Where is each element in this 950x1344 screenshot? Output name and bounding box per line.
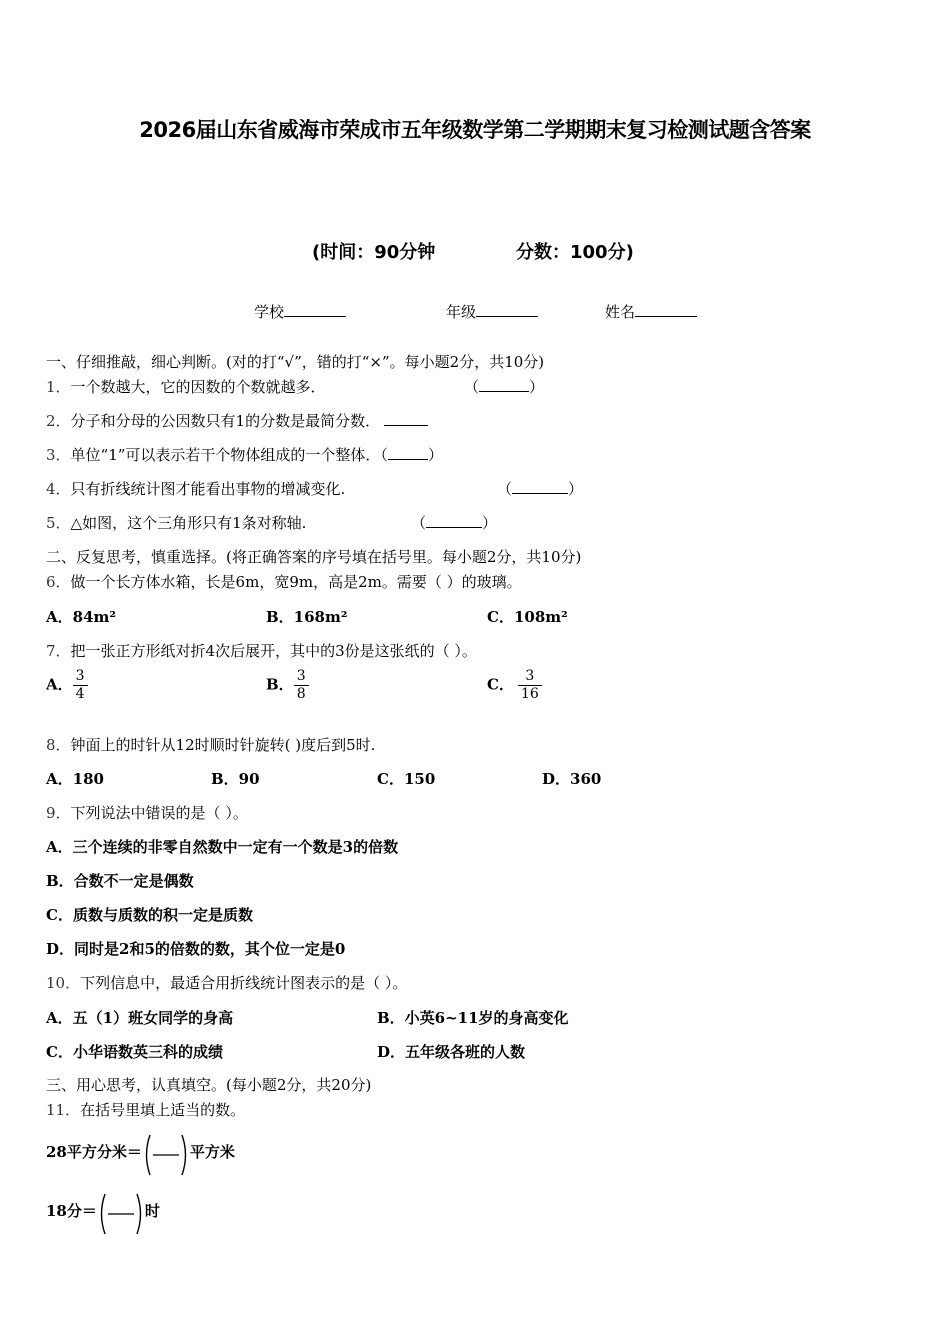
question-4: [46, 478, 345, 499]
question-8: [46, 734, 375, 755]
line-suffix: 平方米: [189, 1143, 235, 1161]
section-3-heading: 三、用心思考，认真填空。(每小题2分，共20分): [46, 1076, 372, 1094]
close-paren: ）: [529, 378, 545, 396]
score-label: 分数：100分): [516, 242, 634, 263]
grade-label: 年级: [446, 303, 477, 321]
denominator: 4: [75, 686, 85, 702]
question-text: 只有折线统计图才能看出事物的增减变化.: [70, 480, 346, 498]
fraction: [518, 668, 542, 703]
q11-line-2: [46, 1189, 160, 1233]
question-text: 单位“1”可以表示若干个物体组成的一个整体．（: [70, 446, 388, 464]
line-suffix: 时: [144, 1202, 160, 1220]
question-text: 下列说法中错误的是（ ）。: [70, 804, 248, 822]
question-number: 7．: [46, 642, 71, 660]
question-2: [46, 410, 428, 431]
question-1: [46, 376, 326, 397]
question-number: 10．: [46, 974, 81, 992]
section-2-heading: 二、反复思考，慎重选择。(将正确答案的序号填在括号里。每小题2分，共10分): [46, 548, 582, 566]
q6-option-b[interactable]: B．168m²: [266, 608, 348, 626]
question-number: 6．: [46, 573, 71, 591]
open-paren: （: [464, 378, 480, 396]
close-paren: ）: [427, 446, 443, 464]
numerator: 3: [294, 668, 309, 686]
question-11: [46, 1099, 245, 1120]
paren-fraction-icon: [142, 1133, 190, 1177]
fraction: [294, 668, 309, 703]
grade-field[interactable]: [446, 301, 538, 322]
fraction: [73, 668, 88, 703]
answer-blank[interactable]: [512, 480, 568, 494]
fraction-answer-box[interactable]: [142, 1133, 190, 1173]
question-text: 下列信息中，最适合用折线统计图表示的是（ ）。: [80, 974, 408, 992]
q11-line-1: [46, 1130, 235, 1174]
question-text: 把一张正方形纸对折4次后展开，其中的3份是这张纸的（ ）。: [70, 642, 477, 660]
school-label: 学校: [254, 303, 285, 321]
question-number: 9．: [46, 804, 71, 822]
school-field[interactable]: [254, 301, 346, 322]
question-text: 钟面上的时针从12时顺时针旋转( )度后到5时.: [70, 736, 376, 754]
grade-blank[interactable]: [476, 302, 538, 317]
question-5: [46, 512, 306, 533]
option-label: B．: [266, 675, 294, 694]
q9-option-c[interactable]: C．质数与质数的积一定是质数: [46, 906, 253, 924]
q10-option-d[interactable]: D．五年级各班的人数: [377, 1043, 526, 1061]
paren-fraction-icon: [97, 1192, 145, 1236]
q6-option-a[interactable]: A．84m²: [46, 608, 116, 626]
question-text: 一个数越大，它的因数的个数就越多．: [70, 378, 326, 396]
q10-option-b[interactable]: B．小英6~11岁的身高变化: [377, 1009, 569, 1027]
q4-answer[interactable]: [497, 478, 583, 499]
answer-blank[interactable]: [479, 378, 529, 392]
question-3: [46, 444, 443, 465]
question-7: [46, 640, 477, 661]
q7-option-b[interactable]: [266, 668, 309, 703]
time-label: (时间：90分钟: [312, 242, 436, 263]
answer-blank[interactable]: [426, 514, 482, 528]
q8-option-d[interactable]: D．360: [542, 770, 602, 788]
q8-option-b[interactable]: B．90: [211, 770, 260, 788]
section-1-heading: 一、仔细推敲，细心判断。(对的打“√”，错的打“×”。每小题2分，共10分): [46, 353, 545, 371]
line-prefix: 18分＝: [46, 1202, 97, 1220]
question-text: 分子和分母的公因数只有1的分数是最简分数．: [70, 412, 381, 430]
close-paren: ）: [568, 480, 584, 498]
q9-option-d[interactable]: D．同时是2和5的倍数的数，其个位一定是0: [46, 940, 346, 958]
option-label: A．: [46, 675, 73, 694]
numerator: 3: [518, 668, 542, 686]
q5-answer[interactable]: [411, 512, 497, 533]
question-text: 在括号里填上适当的数。: [80, 1101, 246, 1119]
answer-blank[interactable]: [384, 412, 428, 426]
page-title: 2026届山东省威海市荣成市五年级数学第二学期期末复习检测试题含答案: [139, 118, 811, 142]
q7-option-c[interactable]: [487, 668, 542, 703]
denominator: 16: [520, 686, 539, 702]
open-paren: （: [497, 480, 513, 498]
question-number: 3．: [46, 446, 71, 464]
option-label: C．: [487, 675, 514, 694]
name-blank[interactable]: [635, 302, 697, 317]
question-text: △如图，这个三角形只有1条对称轴.: [70, 514, 307, 532]
q9-option-a[interactable]: A．三个连续的非零自然数中一定有一个数是3的倍数: [46, 838, 399, 856]
question-9: [46, 802, 248, 823]
question-number: 11．: [46, 1101, 81, 1119]
question-10: [46, 972, 407, 993]
question-number: 8．: [46, 736, 71, 754]
question-text: 做一个长方体水箱，长是6m，宽9m，高是2m。需要（ ）的玻璃。: [70, 573, 522, 591]
fraction-answer-box[interactable]: [97, 1192, 145, 1232]
question-number: 5．: [46, 514, 71, 532]
q1-answer[interactable]: [464, 376, 544, 397]
q8-option-c[interactable]: C．150: [377, 770, 436, 788]
line-prefix: 28平方分米＝: [46, 1143, 142, 1161]
question-number: 1．: [46, 378, 71, 396]
q10-option-c[interactable]: C．小华语数英三科的成绩: [46, 1043, 223, 1061]
answer-blank[interactable]: [388, 446, 428, 460]
q9-option-b[interactable]: B．合数不一定是偶数: [46, 872, 194, 890]
open-paren: （: [411, 514, 427, 532]
question-number: 4．: [46, 480, 71, 498]
close-paren: ）: [482, 514, 498, 532]
name-field[interactable]: [605, 301, 697, 322]
numerator: 3: [73, 668, 88, 686]
question-number: 2．: [46, 412, 71, 430]
q10-option-a[interactable]: A．五（1）班女同学的身高: [46, 1009, 234, 1027]
name-label: 姓名: [605, 303, 636, 321]
denominator: 8: [296, 686, 306, 702]
question-6: [46, 571, 522, 592]
q7-option-a[interactable]: [46, 668, 88, 703]
q6-option-c[interactable]: C．108m²: [487, 608, 568, 626]
q8-option-a[interactable]: A．180: [46, 770, 104, 788]
school-blank[interactable]: [284, 302, 346, 317]
